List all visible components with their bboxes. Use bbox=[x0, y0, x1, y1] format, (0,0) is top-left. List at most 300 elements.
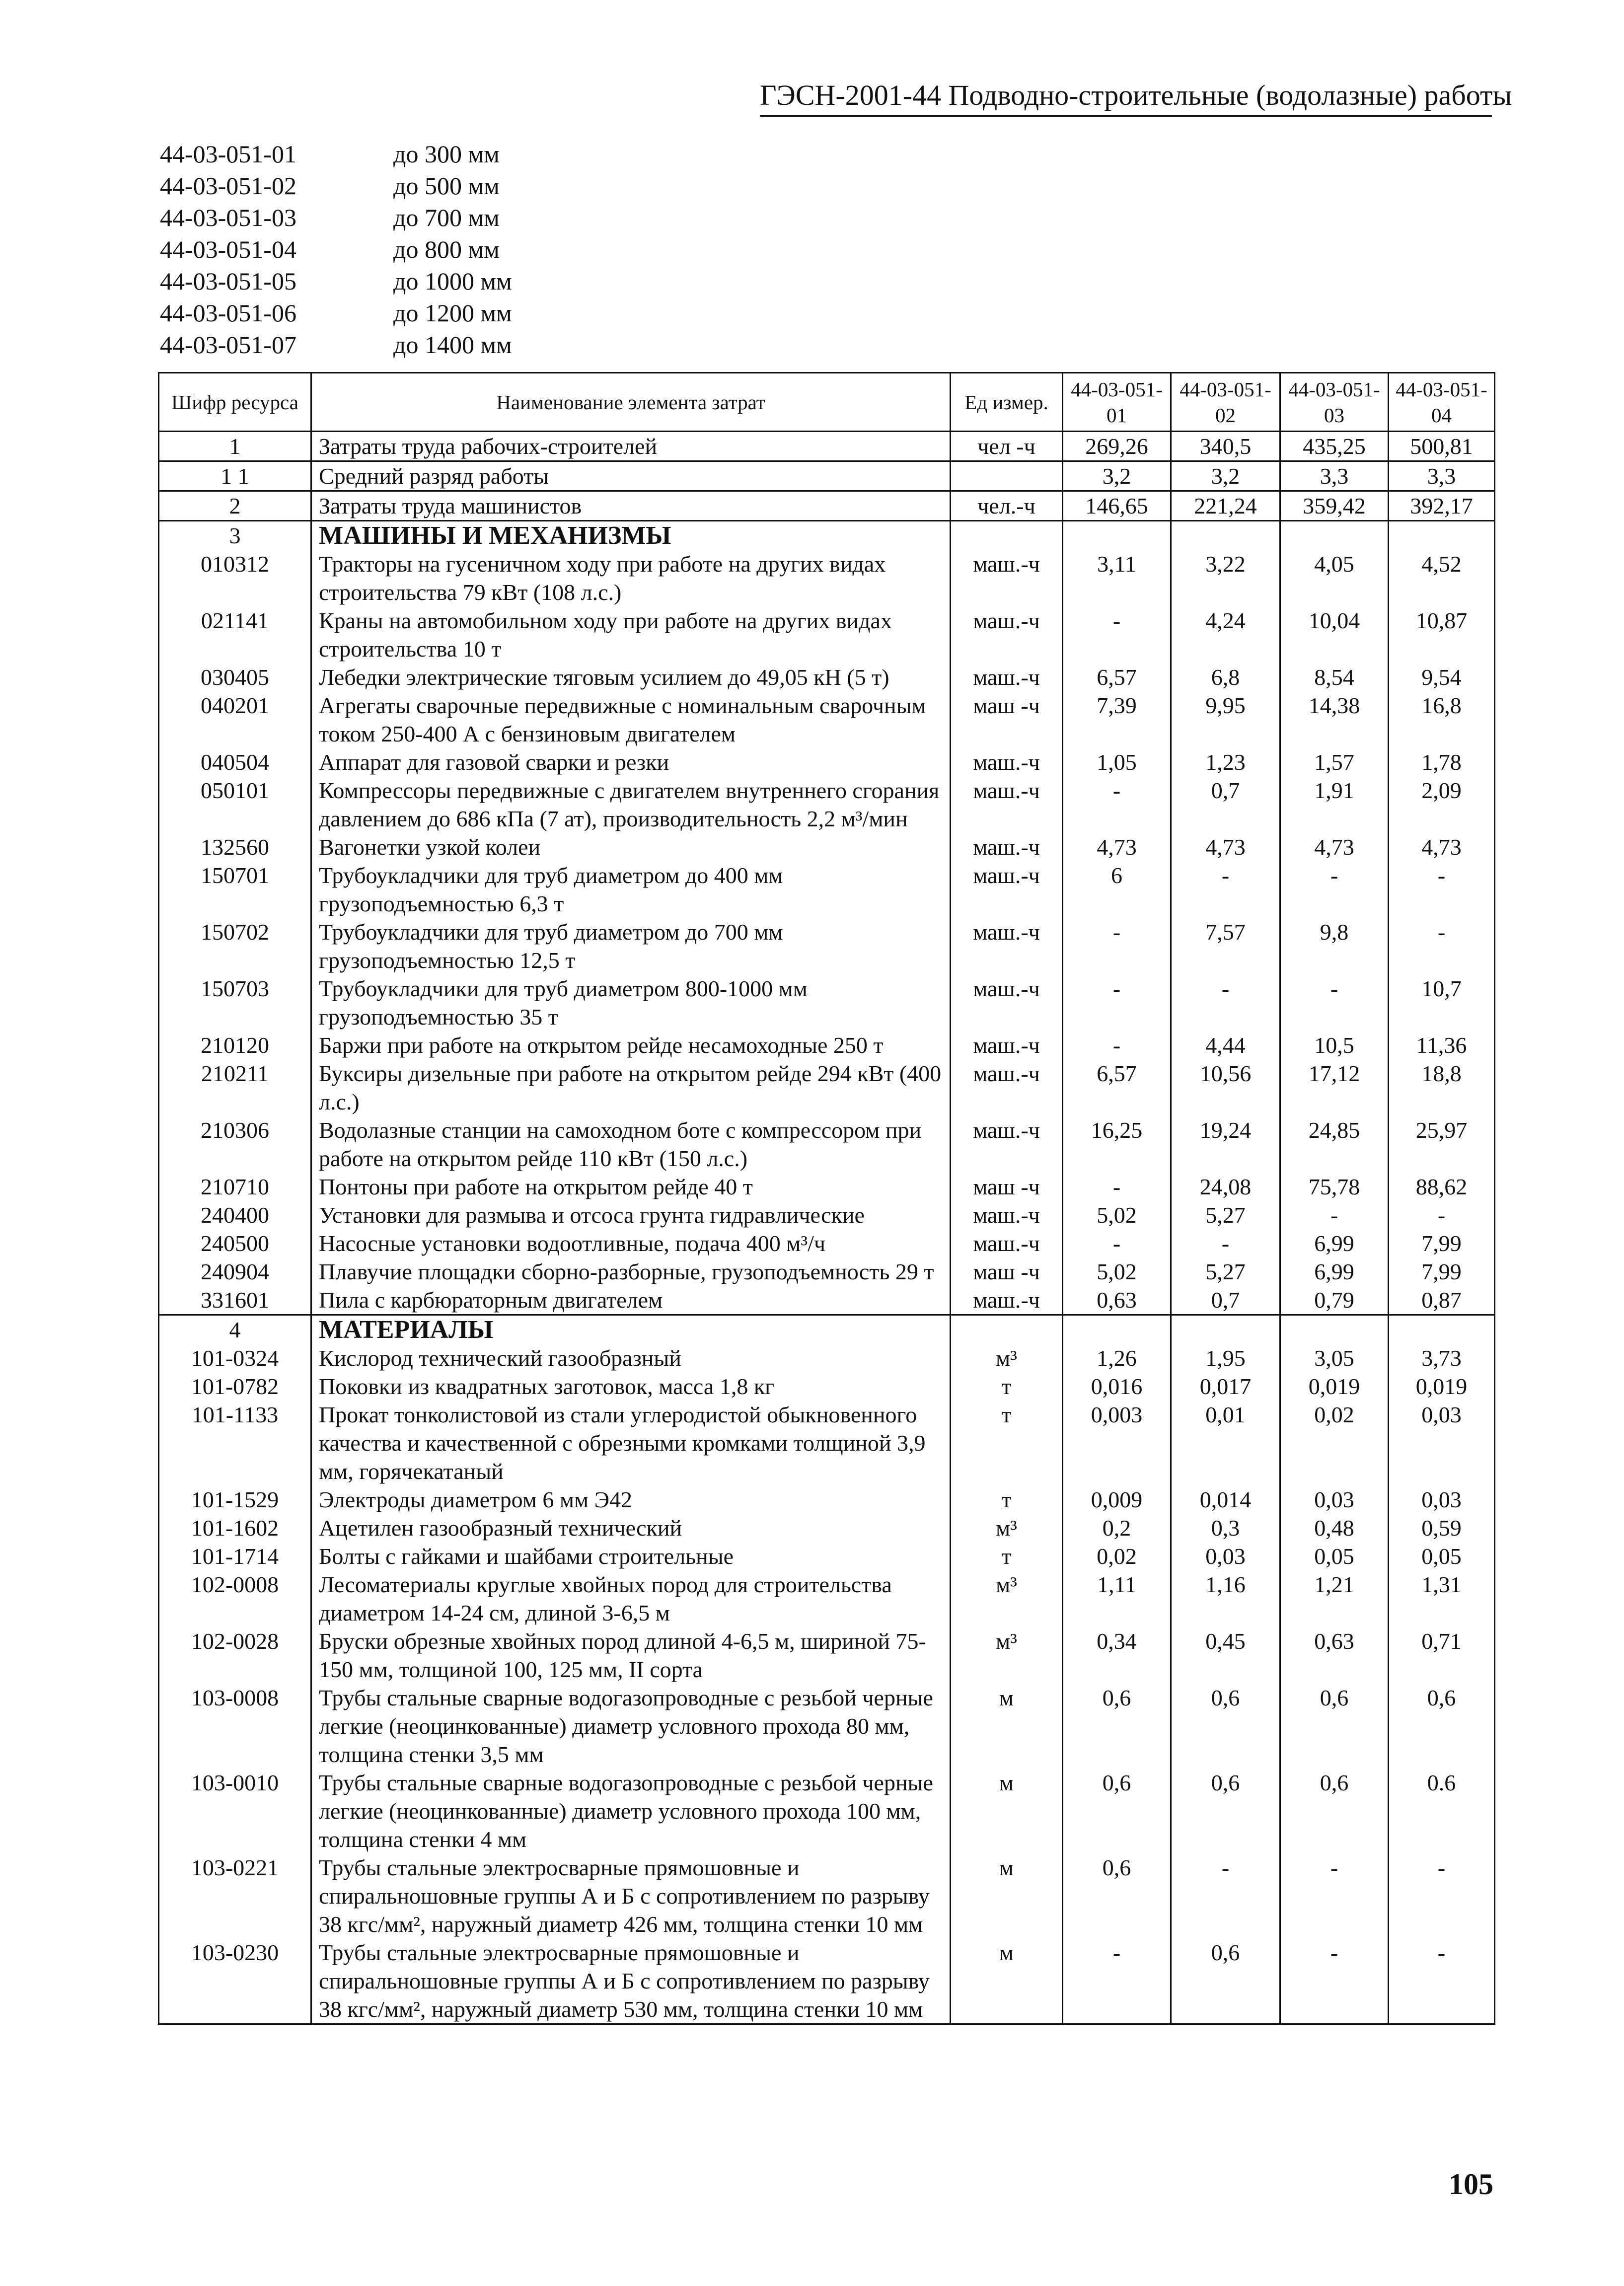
header-col-2: 44-03-051-02 bbox=[1171, 373, 1280, 432]
code-list-code: 44-03-051-04 bbox=[160, 235, 296, 263]
cell-unit: м³ bbox=[951, 1627, 1063, 1684]
cell-value-3: 0,6 bbox=[1280, 1769, 1389, 1853]
cell-name: Краны на автомобильном ходу при работе на других видах строительства 10 т bbox=[311, 606, 951, 663]
cell-value-3: 0,019 bbox=[1280, 1372, 1389, 1401]
cell-code: 210211 bbox=[159, 1059, 311, 1116]
cell-value-3: 1,91 bbox=[1280, 776, 1389, 833]
header-unit: Ед измер. bbox=[951, 373, 1063, 432]
table-row bbox=[159, 491, 1495, 521]
cell-value-1: 0,6 bbox=[1063, 1853, 1171, 1938]
cell-value-4: 10,87 bbox=[1389, 606, 1495, 663]
cell-unit bbox=[951, 461, 1063, 491]
table-row bbox=[159, 1627, 1495, 1684]
cell-value-3: 17,12 bbox=[1280, 1059, 1389, 1116]
cell-code: 132560 bbox=[159, 833, 311, 861]
cell-value-1: 7,39 bbox=[1063, 691, 1171, 748]
cell-value-2: 1,95 bbox=[1171, 1344, 1280, 1372]
cell-name: Трубоукладчики для труб диаметром до 700 мм грузоподъемностью 12,5 т bbox=[311, 918, 951, 974]
cell-value-2: 4,73 bbox=[1171, 833, 1280, 861]
cell-name: Насосные установки водоотливные, подача 400 м³/ч bbox=[311, 1229, 951, 1257]
cell-unit: маш.-ч bbox=[951, 833, 1063, 861]
cell-value-4: 392,17 bbox=[1389, 491, 1495, 521]
cell-value-3: 6,99 bbox=[1280, 1229, 1389, 1257]
table-row bbox=[159, 1201, 1495, 1229]
cell-value-2: 221,24 bbox=[1171, 491, 1280, 521]
cell-value-2: 0,7 bbox=[1171, 1286, 1280, 1315]
table-header-row bbox=[159, 373, 1495, 432]
resource-table bbox=[158, 372, 1495, 2025]
cell-code: 150701 bbox=[159, 861, 311, 918]
cell-unit: маш.-ч bbox=[951, 918, 1063, 974]
cell-value-4: 0,6 bbox=[1389, 1684, 1495, 1769]
table-row bbox=[159, 1173, 1495, 1201]
cell-value-4: 1,78 bbox=[1389, 748, 1495, 776]
code-list-code: 44-03-051-07 bbox=[160, 331, 296, 359]
header-name: Наименование элемента затрат bbox=[311, 373, 951, 432]
table-row bbox=[159, 1570, 1495, 1627]
cell-value-1: - bbox=[1063, 918, 1171, 974]
cell-value-4 bbox=[1389, 521, 1495, 550]
cell-value-3: 9,8 bbox=[1280, 918, 1389, 974]
cell-value-3: 0,48 bbox=[1280, 1514, 1389, 1542]
cell-value-3: - bbox=[1280, 1853, 1389, 1938]
cell-value-1: 5,02 bbox=[1063, 1257, 1171, 1286]
cell-value-4: 0,05 bbox=[1389, 1542, 1495, 1570]
cell-value-3: 359,42 bbox=[1280, 491, 1389, 521]
cell-value-1: 0,016 bbox=[1063, 1372, 1171, 1401]
table-row bbox=[159, 691, 1495, 748]
cell-value-3: - bbox=[1280, 861, 1389, 918]
cell-value-1: - bbox=[1063, 606, 1171, 663]
cell-value-4: 0,03 bbox=[1389, 1485, 1495, 1514]
cell-name: Баржи при работе на открытом рейде несамоходные 250 т bbox=[311, 1031, 951, 1059]
cell-code: 150702 bbox=[159, 918, 311, 974]
cell-code: 010312 bbox=[159, 550, 311, 606]
cell-value-4: 2,09 bbox=[1389, 776, 1495, 833]
cell-code: 101-1602 bbox=[159, 1514, 311, 1542]
cell-value-4: 0,71 bbox=[1389, 1627, 1495, 1684]
section-row bbox=[159, 1315, 1495, 1344]
cell-code: 101-0324 bbox=[159, 1344, 311, 1372]
cell-code: 1 1 bbox=[159, 461, 311, 491]
table-row bbox=[159, 663, 1495, 691]
cell-name: Вагонетки узкой колеи bbox=[311, 833, 951, 861]
cell-unit: м bbox=[951, 1684, 1063, 1769]
cell-code: 4 bbox=[159, 1315, 311, 1344]
cell-value-4: 4,52 bbox=[1389, 550, 1495, 606]
cell-value-1: - bbox=[1063, 1173, 1171, 1201]
table-row bbox=[159, 1257, 1495, 1286]
page-header: ГЭСН-2001-44 Подводно-строительные (водолазные) работы bbox=[760, 78, 1492, 117]
header-col-4: 44-03-051-04 bbox=[1389, 373, 1495, 432]
cell-unit: м³ bbox=[951, 1344, 1063, 1372]
table-row bbox=[159, 1344, 1495, 1372]
cell-value-4: 4,73 bbox=[1389, 833, 1495, 861]
cell-value-2: 9,95 bbox=[1171, 691, 1280, 748]
cell-value-3: 0,05 bbox=[1280, 1542, 1389, 1570]
code-list-item bbox=[160, 233, 607, 265]
cell-name: Понтоны при работе на открытом рейде 40 т bbox=[311, 1173, 951, 1201]
cell-value-3: 4,05 bbox=[1280, 550, 1389, 606]
cell-unit: маш.-ч bbox=[951, 550, 1063, 606]
cell-value-4: 0,019 bbox=[1389, 1372, 1495, 1401]
code-list-item bbox=[160, 265, 607, 297]
cell-code: 240904 bbox=[159, 1257, 311, 1286]
cell-name: Тракторы на гусеничном ходу при работе на других видах строительства 79 кВт (108 л.с.) bbox=[311, 550, 951, 606]
cell-value-4: 0,03 bbox=[1389, 1401, 1495, 1485]
cell-value-1: 5,02 bbox=[1063, 1201, 1171, 1229]
header-col-3: 44-03-051-03 bbox=[1280, 373, 1389, 432]
cell-unit: маш.-ч bbox=[951, 663, 1063, 691]
cell-code: 102-0008 bbox=[159, 1570, 311, 1627]
cell-name: Лебедки электрические тяговым усилием до 49,05 кН (5 т) bbox=[311, 663, 951, 691]
cell-name: Кислород технический газообразный bbox=[311, 1344, 951, 1372]
cell-value-3: 24,85 bbox=[1280, 1116, 1389, 1173]
cell-value-4: 3,73 bbox=[1389, 1344, 1495, 1372]
cell-value-4: 9,54 bbox=[1389, 663, 1495, 691]
cell-unit: маш.-ч bbox=[951, 606, 1063, 663]
cell-value-2: 1,16 bbox=[1171, 1570, 1280, 1627]
cell-value-2: 10,56 bbox=[1171, 1059, 1280, 1116]
table-row bbox=[159, 974, 1495, 1031]
cell-value-1: 1,26 bbox=[1063, 1344, 1171, 1372]
cell-value-1: 3,2 bbox=[1063, 461, 1171, 491]
cell-value-2: 0,6 bbox=[1171, 1938, 1280, 2024]
table-row bbox=[159, 1286, 1495, 1315]
cell-value-4: 3,3 bbox=[1389, 461, 1495, 491]
cell-value-3: - bbox=[1280, 1201, 1389, 1229]
cell-unit: маш.-ч bbox=[951, 776, 1063, 833]
cell-unit: маш.-ч bbox=[951, 974, 1063, 1031]
code-list-desc: до 500 мм bbox=[393, 172, 500, 200]
cell-value-1: 0,02 bbox=[1063, 1542, 1171, 1570]
code-list-code: 44-03-051-02 bbox=[160, 172, 296, 200]
cell-value-2: 0,017 bbox=[1171, 1372, 1280, 1401]
table-row bbox=[159, 1514, 1495, 1542]
table-row bbox=[159, 918, 1495, 974]
cell-name: Трубы стальные электросварные прямошовные и спиральношовные группы А и Б с сопротивлением по разрыву 38 кгс/мм², наружный диаметр 530 мм, толщина стенки 10 мм bbox=[311, 1938, 951, 2024]
cell-name: МАТЕРИАЛЫ bbox=[311, 1315, 951, 1344]
code-list bbox=[160, 138, 607, 361]
cell-unit: чел -ч bbox=[951, 432, 1063, 461]
cell-unit: чел.-ч bbox=[951, 491, 1063, 521]
cell-value-4: 16,8 bbox=[1389, 691, 1495, 748]
cell-name: Электроды диаметром 6 мм Э42 bbox=[311, 1485, 951, 1514]
cell-code: 103-0221 bbox=[159, 1853, 311, 1938]
cell-unit: маш.-ч bbox=[951, 1229, 1063, 1257]
code-list-item bbox=[160, 329, 607, 361]
cell-value-4 bbox=[1389, 1315, 1495, 1344]
code-list-code: 44-03-051-06 bbox=[160, 299, 296, 327]
cell-value-1: 0,2 bbox=[1063, 1514, 1171, 1542]
code-list-desc: до 1400 мм bbox=[393, 331, 512, 359]
cell-value-1 bbox=[1063, 521, 1171, 550]
header-col-1: 44-03-051-01 bbox=[1063, 373, 1171, 432]
cell-value-2 bbox=[1171, 521, 1280, 550]
cell-value-4: - bbox=[1389, 1853, 1495, 1938]
cell-value-3 bbox=[1280, 1315, 1389, 1344]
cell-name: Аппарат для газовой сварки и резки bbox=[311, 748, 951, 776]
code-list-item bbox=[160, 138, 607, 170]
cell-value-3: 0,6 bbox=[1280, 1684, 1389, 1769]
cell-value-2: 0,3 bbox=[1171, 1514, 1280, 1542]
cell-value-3: 1,21 bbox=[1280, 1570, 1389, 1627]
cell-value-2: 3,2 bbox=[1171, 461, 1280, 491]
cell-value-4: - bbox=[1389, 918, 1495, 974]
cell-unit: маш.-ч bbox=[951, 748, 1063, 776]
cell-value-2: 24,08 bbox=[1171, 1173, 1280, 1201]
cell-value-2: 0,03 bbox=[1171, 1542, 1280, 1570]
table-row bbox=[159, 606, 1495, 663]
cell-value-4: 500,81 bbox=[1389, 432, 1495, 461]
cell-value-3: 4,73 bbox=[1280, 833, 1389, 861]
cell-value-4: - bbox=[1389, 1938, 1495, 2024]
cell-value-2: 6,8 bbox=[1171, 663, 1280, 691]
cell-value-4: 0,87 bbox=[1389, 1286, 1495, 1315]
cell-value-3: 10,04 bbox=[1280, 606, 1389, 663]
cell-code: 021141 bbox=[159, 606, 311, 663]
cell-value-1: 269,26 bbox=[1063, 432, 1171, 461]
cell-value-4: 1,31 bbox=[1389, 1570, 1495, 1627]
cell-name: Пила с карбюраторным двигателем bbox=[311, 1286, 951, 1315]
cell-value-1 bbox=[1063, 1315, 1171, 1344]
cell-name: Трубы стальные электросварные прямошовные и спиральношовные группы А и Б с сопротивлением по разрыву 38 кгс/мм², наружный диаметр 426 мм, толщина стенки 10 мм bbox=[311, 1853, 951, 1938]
cell-unit bbox=[951, 521, 1063, 550]
cell-value-3: - bbox=[1280, 974, 1389, 1031]
cell-value-4: 10,7 bbox=[1389, 974, 1495, 1031]
cell-code: 040201 bbox=[159, 691, 311, 748]
cell-name: Агрегаты сварочные передвижные с номинальным сварочным током 250-400 А с бензиновым двигателем bbox=[311, 691, 951, 748]
cell-name: Трубы стальные сварные водогазопроводные с резьбой черные легкие (неоцинкованные) диаметр условного прохода 100 мм, толщина стенки 4 мм bbox=[311, 1769, 951, 1853]
cell-code: 050101 bbox=[159, 776, 311, 833]
cell-code: 101-1529 bbox=[159, 1485, 311, 1514]
cell-value-2: - bbox=[1171, 861, 1280, 918]
cell-code: 3 bbox=[159, 521, 311, 550]
table-row bbox=[159, 1031, 1495, 1059]
code-list-code: 44-03-051-01 bbox=[160, 140, 296, 168]
code-list-item bbox=[160, 202, 607, 233]
cell-name: Установки для размыва и отсоса грунта гидравлические bbox=[311, 1201, 951, 1229]
cell-code: 2 bbox=[159, 491, 311, 521]
cell-value-4: 7,99 bbox=[1389, 1257, 1495, 1286]
cell-value-1: - bbox=[1063, 1229, 1171, 1257]
cell-unit: м bbox=[951, 1769, 1063, 1853]
cell-name: Затраты труда машинистов bbox=[311, 491, 951, 521]
cell-name: Прокат тонколистовой из стали углеродистой обыкновенного качества и качественной с обрезными кромками толщиной 3,9 мм, горячекатаный bbox=[311, 1401, 951, 1485]
code-list-desc: до 300 мм bbox=[393, 140, 500, 168]
cell-value-2: 3,22 bbox=[1171, 550, 1280, 606]
cell-value-1: 0,34 bbox=[1063, 1627, 1171, 1684]
table-row bbox=[159, 1372, 1495, 1401]
table-row bbox=[159, 861, 1495, 918]
cell-code: 240500 bbox=[159, 1229, 311, 1257]
cell-value-3: 6,99 bbox=[1280, 1257, 1389, 1286]
cell-name: Затраты труда рабочих-строителей bbox=[311, 432, 951, 461]
cell-value-2: 0,014 bbox=[1171, 1485, 1280, 1514]
cell-value-3: - bbox=[1280, 1938, 1389, 2024]
cell-code: 103-0008 bbox=[159, 1684, 311, 1769]
cell-name: Поковки из квадратных заготовок, масса 1,8 кг bbox=[311, 1372, 951, 1401]
cell-value-2: 1,23 bbox=[1171, 748, 1280, 776]
cell-unit: м bbox=[951, 1938, 1063, 2024]
cell-value-1: 4,73 bbox=[1063, 833, 1171, 861]
cell-value-2: 0,6 bbox=[1171, 1769, 1280, 1853]
section-row bbox=[159, 521, 1495, 550]
code-list-desc: до 1000 мм bbox=[393, 267, 512, 295]
cell-value-4: 0.6 bbox=[1389, 1769, 1495, 1853]
table-row bbox=[159, 550, 1495, 606]
cell-unit: маш.-ч bbox=[951, 861, 1063, 918]
cell-unit: маш.-ч bbox=[951, 1031, 1063, 1059]
code-list-code: 44-03-051-05 bbox=[160, 267, 296, 295]
cell-value-2: 340,5 bbox=[1171, 432, 1280, 461]
cell-value-1: - bbox=[1063, 776, 1171, 833]
cell-value-3: 0,02 bbox=[1280, 1401, 1389, 1485]
cell-value-1: 0,63 bbox=[1063, 1286, 1171, 1315]
table-row bbox=[159, 1229, 1495, 1257]
table-row bbox=[159, 461, 1495, 491]
cell-name: Буксиры дизельные при работе на открытом рейде 294 кВт (400 л.с.) bbox=[311, 1059, 951, 1116]
cell-value-4: 0,59 bbox=[1389, 1514, 1495, 1542]
cell-unit: т bbox=[951, 1372, 1063, 1401]
cell-value-3: 8,54 bbox=[1280, 663, 1389, 691]
cell-unit: т bbox=[951, 1542, 1063, 1570]
cell-code: 101-1133 bbox=[159, 1401, 311, 1485]
cell-value-2: 4,24 bbox=[1171, 606, 1280, 663]
cell-code: 150703 bbox=[159, 974, 311, 1031]
cell-value-1: 1,05 bbox=[1063, 748, 1171, 776]
cell-unit: маш.-ч bbox=[951, 1059, 1063, 1116]
cell-value-3: 0,79 bbox=[1280, 1286, 1389, 1315]
cell-name: Ацетилен газообразный технический bbox=[311, 1514, 951, 1542]
table-row bbox=[159, 1938, 1495, 2024]
cell-value-2 bbox=[1171, 1315, 1280, 1344]
cell-name: Трубоукладчики для труб диаметром 800-1000 мм грузоподъемностью 35 т bbox=[311, 974, 951, 1031]
cell-value-2: - bbox=[1171, 1853, 1280, 1938]
cell-value-1: 0,6 bbox=[1063, 1769, 1171, 1853]
cell-value-4: - bbox=[1389, 861, 1495, 918]
table-row bbox=[159, 1769, 1495, 1853]
cell-value-2: - bbox=[1171, 1229, 1280, 1257]
header-code: Шифр ресурса bbox=[159, 373, 311, 432]
cell-value-4: - bbox=[1389, 1201, 1495, 1229]
cell-unit: м³ bbox=[951, 1570, 1063, 1627]
cell-unit: т bbox=[951, 1401, 1063, 1485]
cell-value-3: 3,3 bbox=[1280, 461, 1389, 491]
code-list-code: 44-03-051-03 bbox=[160, 204, 296, 231]
page-number: 105 bbox=[1449, 2168, 1493, 2201]
cell-value-1: 16,25 bbox=[1063, 1116, 1171, 1173]
cell-name: Болты с гайками и шайбами строительные bbox=[311, 1542, 951, 1570]
code-list-desc: до 700 мм bbox=[393, 204, 500, 231]
cell-unit: м bbox=[951, 1853, 1063, 1938]
cell-value-1: - bbox=[1063, 1031, 1171, 1059]
cell-value-2: - bbox=[1171, 974, 1280, 1031]
cell-name: Водолазные станции на самоходном боте с компрессором при работе на открытом рейде 110 кВт (150 л.с.) bbox=[311, 1116, 951, 1173]
code-list-item bbox=[160, 170, 607, 202]
cell-value-3: 0,63 bbox=[1280, 1627, 1389, 1684]
table-row bbox=[159, 833, 1495, 861]
cell-value-1: 0,003 bbox=[1063, 1401, 1171, 1485]
cell-code: 1 bbox=[159, 432, 311, 461]
table-row bbox=[159, 1116, 1495, 1173]
cell-value-3: 435,25 bbox=[1280, 432, 1389, 461]
cell-unit: т bbox=[951, 1485, 1063, 1514]
cell-value-2: 0,6 bbox=[1171, 1684, 1280, 1769]
cell-value-2: 5,27 bbox=[1171, 1201, 1280, 1229]
code-list-desc: до 800 мм bbox=[393, 235, 500, 263]
cell-code: 103-0230 bbox=[159, 1938, 311, 2024]
cell-code: 210710 bbox=[159, 1173, 311, 1201]
cell-value-2: 7,57 bbox=[1171, 918, 1280, 974]
cell-name: Плавучие площадки сборно-разборные, грузоподъемность 29 т bbox=[311, 1257, 951, 1286]
cell-value-1: 6,57 bbox=[1063, 1059, 1171, 1116]
cell-unit: маш.-ч bbox=[951, 1201, 1063, 1229]
cell-value-2: 4,44 bbox=[1171, 1031, 1280, 1059]
cell-value-4: 11,36 bbox=[1389, 1031, 1495, 1059]
cell-value-3: 75,78 bbox=[1280, 1173, 1389, 1201]
table-row bbox=[159, 1542, 1495, 1570]
cell-value-2: 0,7 bbox=[1171, 776, 1280, 833]
cell-unit: маш -ч bbox=[951, 691, 1063, 748]
cell-value-1: 6 bbox=[1063, 861, 1171, 918]
table-row bbox=[159, 1853, 1495, 1938]
cell-value-4: 25,97 bbox=[1389, 1116, 1495, 1173]
cell-value-3 bbox=[1280, 521, 1389, 550]
cell-value-4: 88,62 bbox=[1389, 1173, 1495, 1201]
cell-name: Средний разряд работы bbox=[311, 461, 951, 491]
cell-value-3: 0,03 bbox=[1280, 1485, 1389, 1514]
cell-code: 040504 bbox=[159, 748, 311, 776]
cell-value-1: - bbox=[1063, 1938, 1171, 2024]
cell-value-4: 18,8 bbox=[1389, 1059, 1495, 1116]
code-list-item bbox=[160, 297, 607, 329]
cell-name: Компрессоры передвижные с двигателем внутреннего сгорания давлением до 686 кПа (7 ат), производительность 2,2 м³/мин bbox=[311, 776, 951, 833]
cell-unit: маш -ч bbox=[951, 1173, 1063, 1201]
table-row bbox=[159, 1485, 1495, 1514]
cell-value-2: 5,27 bbox=[1171, 1257, 1280, 1286]
cell-code: 101-0782 bbox=[159, 1372, 311, 1401]
cell-value-4: 7,99 bbox=[1389, 1229, 1495, 1257]
table-row bbox=[159, 432, 1495, 461]
cell-value-1: - bbox=[1063, 974, 1171, 1031]
cell-code: 210120 bbox=[159, 1031, 311, 1059]
cell-value-2: 19,24 bbox=[1171, 1116, 1280, 1173]
table-row bbox=[159, 1059, 1495, 1116]
cell-unit: м³ bbox=[951, 1514, 1063, 1542]
cell-code: 210306 bbox=[159, 1116, 311, 1173]
cell-value-1: 0,009 bbox=[1063, 1485, 1171, 1514]
cell-value-3: 1,57 bbox=[1280, 748, 1389, 776]
cell-value-1: 0,6 bbox=[1063, 1684, 1171, 1769]
table-row bbox=[159, 1684, 1495, 1769]
cell-value-2: 0,45 bbox=[1171, 1627, 1280, 1684]
cell-value-1: 146,65 bbox=[1063, 491, 1171, 521]
code-list-desc: до 1200 мм bbox=[393, 299, 512, 327]
cell-name: Трубы стальные сварные водогазопроводные с резьбой черные легкие (неоцинкованные) диаметр условного прохода 80 мм, толщина стенки 3,5 мм bbox=[311, 1684, 951, 1769]
cell-code: 240400 bbox=[159, 1201, 311, 1229]
cell-name: Бруски обрезные хвойных пород длиной 4-6,5 м, шириной 75-150 мм, толщиной 100, 125 мм, II сорта bbox=[311, 1627, 951, 1684]
cell-value-1: 3,11 bbox=[1063, 550, 1171, 606]
cell-name: Лесоматериалы круглые хвойных пород для строительства диаметром 14-24 см, длиной 3-6,5 м bbox=[311, 1570, 951, 1627]
cell-unit bbox=[951, 1315, 1063, 1344]
cell-name: МАШИНЫ И МЕХАНИЗМЫ bbox=[311, 521, 951, 550]
cell-value-1: 1,11 bbox=[1063, 1570, 1171, 1627]
cell-code: 030405 bbox=[159, 663, 311, 691]
table-row bbox=[159, 1401, 1495, 1485]
cell-value-3: 14,38 bbox=[1280, 691, 1389, 748]
table-row bbox=[159, 748, 1495, 776]
